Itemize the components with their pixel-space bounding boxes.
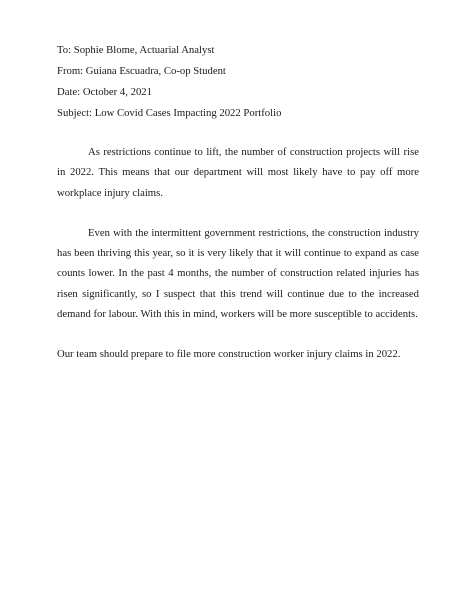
body-paragraph-1: As restrictions continue to lift, the number of construction projects will rise in 2022. This means that our department will most likely have to pay off more workplace injury claims. xyxy=(57,146,419,199)
body-paragraph-2: Even with the intermittent government restrictions, the construction industry has been thriving this year, so it is very likely that it will continue to expand as case counts lower. In the past 4 months, the number of construction related injuries has risen significantly, so I suspect that this trend will continue due to the increased demand for labour. With this in mind, workers will be more susceptible to accidents. xyxy=(57,226,419,321)
memo-content xyxy=(57,44,419,365)
memo-from-line: From: Guiana Escuadra, Co-op Student xyxy=(57,65,226,77)
memo-date-line: Date: October 4, 2021 xyxy=(57,86,152,98)
memo-subject-line: Subject: Low Covid Cases Impacting 2022 Portfolio xyxy=(57,107,282,119)
memo-to-line: To: Sophie Blome, Actuarial Analyst xyxy=(57,44,215,56)
body-paragraph-3: Our team should prepare to file more construction worker injury claims in 2022. xyxy=(57,348,401,361)
